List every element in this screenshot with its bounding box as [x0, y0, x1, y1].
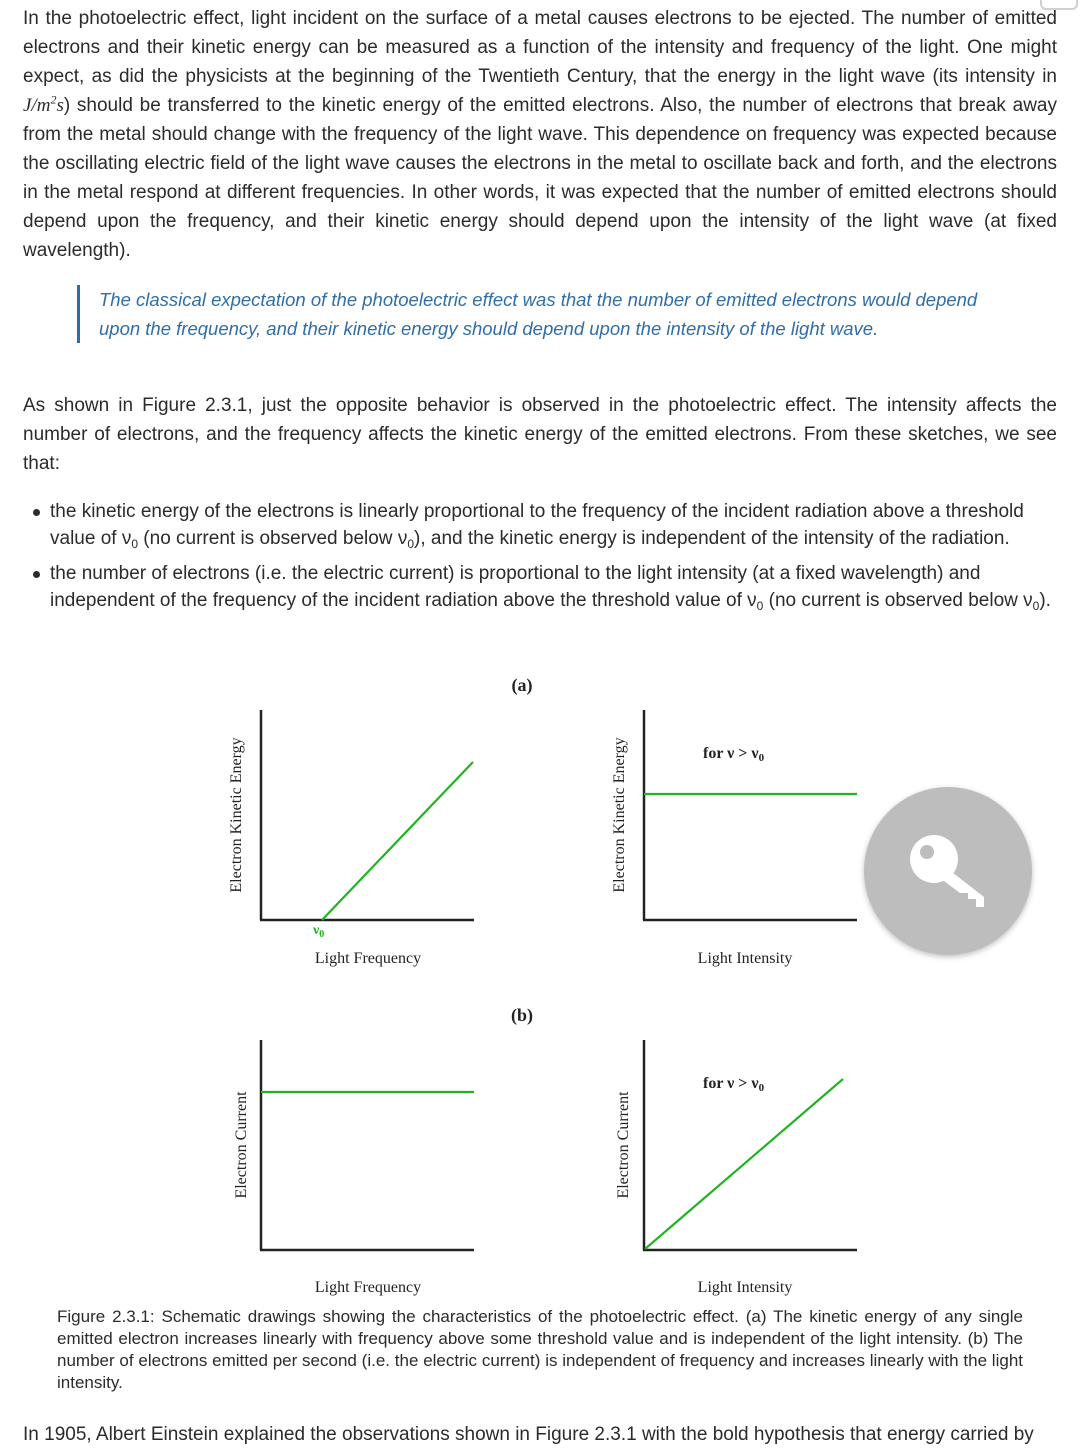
y-axis-label: Electron Current [615, 1091, 632, 1199]
figure-caption: Figure 2.3.1: Schematic drawings showing the characteristics of the photoelectric effect. (a) The kinetic energy of any single emitted electron increases linearly with frequency above some threshold value and is independent of the light intensity. (b) The number of electrons emitted per second (i.e. the electric current) is independent of frequency and increases linearly with the light intensity. [57, 1307, 1023, 1392]
list-item: the kinetic energy of the electrons is linearly proportional to the frequency of the incident radiation above a threshold value of $\nu_0$ (no current is observed below $\nu_0$), and the kinetic energy is independent of the intensity of the radiation. [23, 498, 1057, 552]
ke-frequency-line [322, 762, 473, 920]
callout-quote: The classical expectation of the photoelectric effect was that the number of emitted electrons would depend upon the frequency, and their kinetic energy should depend upon the intensity of the light wave. [77, 285, 979, 343]
chart-ke-vs-intensity [611, 710, 857, 967]
chart-current-vs-intensity [615, 1040, 857, 1296]
panel-b-label: (b) [511, 1005, 533, 1025]
condition-label: for ν > ν0 [703, 745, 765, 764]
observation-paragraph: As shown in Figure 2.3.1, just the opposite behavior is observed in the photoelectric effect. The intensity affects the number of electrons, and the frequency affects the kinetic energy of the emitted electrons. From these sketches, we see that: [23, 395, 1057, 474]
chart-current-vs-frequency [233, 1040, 474, 1296]
x-axis-label: Light Intensity [697, 950, 793, 967]
figure-2-3-1 [0, 660, 1080, 1320]
list-item: the number of electrons (i.e. the electric current) is proportional to the light intensity (at a fixed wavelength) and independent of the frequency of the incident radiation above the threshold value of $\nu_0$ (no current is observed below $\nu_0$). [23, 560, 1057, 614]
current-intensity-line [645, 1079, 843, 1249]
key-icon [864, 787, 1032, 955]
x-axis-label: Light Frequency [314, 950, 422, 967]
observation-list [23, 498, 1057, 622]
chart-ke-vs-frequency [228, 710, 474, 967]
x-axis-label: Light Intensity [697, 1279, 793, 1296]
intro-paragraph: In the photoelectric effect, light incident on the surface of a metal causes electrons to be ejected. The number of emitted electrons and their kinetic energy can be measured as a function of the intensity and frequency of the light. One might expect, as did the physicists at the beginning of the Twentieth Century, that the energy in the light wave (its intensity in $J/m^2s$) should be transferred to the kinetic energy of the emitted electrons. Also, the number of electrons that break away from the metal should change with the frequency of the light wave. This dependence on frequency was expected because the oscillating electric field of the light wave causes the electrons in the metal to oscillate back and forth, and the electrons in the metal respond at different frequencies. In other words, it was expected that the number of emitted electrons should depend upon the frequency, and their kinetic energy should depend upon the intensity of the light wave (at fixed wavelength). [23, 8, 1057, 261]
intensity-units: $J/m^2s$ [23, 92, 64, 116]
threshold-label: $\nu_0$ [313, 923, 325, 940]
y-axis-label: Electron Kinetic Energy [228, 737, 245, 893]
condition-label: for ν > ν0 [703, 1075, 765, 1094]
y-axis-label: Electron Kinetic Energy [611, 737, 628, 893]
panel-a-label: (a) [511, 675, 533, 695]
x-axis-label: Light Frequency [314, 1279, 422, 1296]
y-axis-label: Electron Current [233, 1091, 250, 1199]
key-overlay-button[interactable] [864, 787, 1032, 955]
truncated-paragraph: In 1905, Albert Einstein explained the observations shown in Figure 2.3.1 with the bold hypothesis that energy carried by [23, 1424, 1034, 1445]
